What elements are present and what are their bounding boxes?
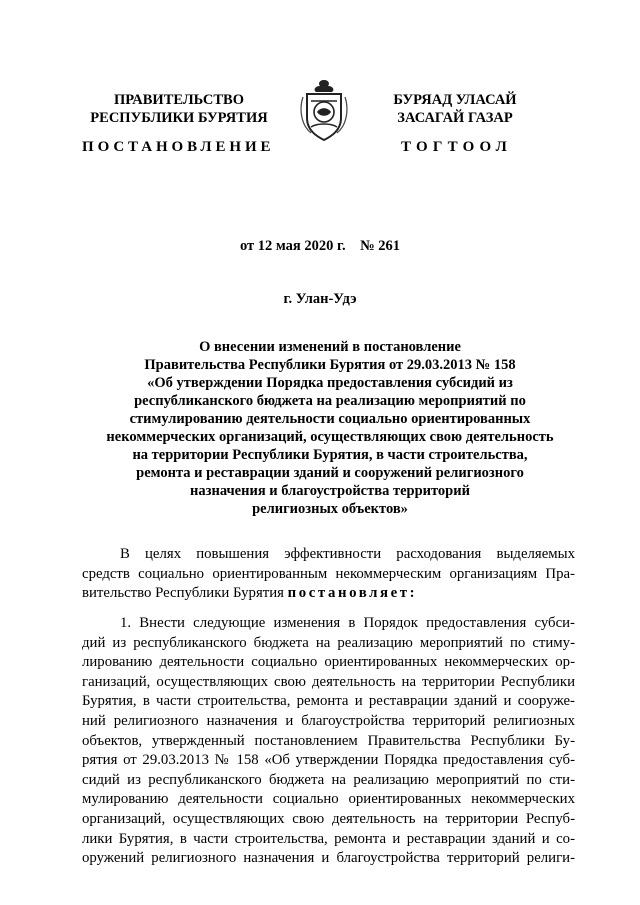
paragraph-line: лики Бурятия, в части строительства, ремонта и реставрации зданий и со- <box>82 830 575 847</box>
title-line: «Об утверждении Порядка предоставления субсидий из <box>147 375 513 391</box>
city: г. Улан-Удэ <box>283 291 357 307</box>
paragraph-line: рятия от 29.03.2013 № 158 «Об утверждении Порядка предоставления суб- <box>82 752 575 769</box>
issuer-name-buryat <box>375 91 535 127</box>
date-and-number: от 12 мая 2020 г. № 261 <box>239 238 401 254</box>
title-line: назначения и благоустройства территорий <box>190 483 470 499</box>
paragraph-line <box>82 584 575 604</box>
paragraph-line: лированию деятельности социально ориентированных некоммерческих ор- <box>82 654 575 671</box>
paragraph-line: оружений религиозного назначения и благоустройства территорий религи- <box>82 850 575 867</box>
issuer-line-2: РЕСПУБЛИКИ БУРЯТИЯ <box>90 110 268 126</box>
issuer-buryat-line-1: БУРЯАД УЛАСАЙ <box>393 92 517 108</box>
title-line: Правительства Республики Бурятия от 29.03.2013 № 158 <box>144 357 516 373</box>
document-title <box>80 338 580 518</box>
title-line: О внесении изменений в постановление <box>199 339 461 355</box>
paragraph-line: 1. Внести следующие изменения в Порядок предоставления субси- <box>120 615 575 631</box>
paragraph-line: организаций, осуществляющих свою деятельность на территории Респуб- <box>82 810 575 827</box>
item-1-paragraph <box>82 614 575 869</box>
title-line: республиканского бюджета на реализацию мероприятий по <box>134 393 526 409</box>
title-line: некоммерческих организаций, осуществляющих свою деятельность <box>106 429 554 445</box>
issuer-name-russian <box>84 91 274 127</box>
paragraph-line: сидий из республиканского бюджета на реализацию мероприятий по сти- <box>82 771 575 788</box>
title-line: стимулированию деятельности социально ориентированных <box>129 411 531 427</box>
issuer-buryat-line-2: ЗАСАГАЙ ГАЗАР <box>397 110 513 126</box>
decree-word: постановляет: <box>287 585 418 602</box>
title-line: религиозных объектов» <box>252 501 408 517</box>
doc-type-russian: ПОСТАНОВЛЕНИЕ <box>82 139 275 155</box>
paragraph-line: мулированию деятельности социально ориентированных некоммерческих <box>82 791 575 808</box>
issuer-line-1: ПРАВИТЕЛЬСТВО <box>114 92 244 108</box>
paragraph-line: средств социально ориентированным некоммерческим организациям Пра- <box>82 565 575 582</box>
paragraph-line: Бурятия, в части строительства, ремонта и реставрации зданий и сооруже- <box>82 693 575 710</box>
republic-of-buryatia-emblem-icon <box>297 77 351 143</box>
paragraph-line: дий из республиканского бюджета на реализацию мероприятий по стиму- <box>82 634 575 651</box>
title-line: ремонта и реставрации зданий и сооружений религиозного <box>136 465 524 481</box>
doc-type-buryat: ТОГТООЛ <box>401 139 512 155</box>
paragraph-line: В целях повышения эффективности расходования выделяемых <box>120 546 575 562</box>
paragraph-line: ганизаций, осуществляющих свою деятельность на территории Республики <box>82 673 575 690</box>
paragraph-line: объектов, утвержденный постановлением Правительства Республики Бу- <box>82 732 575 749</box>
paragraph-line-text: вительство Республики Бурятия <box>82 585 288 602</box>
title-line: на территории Республики Бурятия, в части строительства, <box>132 447 528 463</box>
preamble-paragraph <box>82 545 575 604</box>
paragraph-line: ний религиозного назначения и благоустройства территорий религиозных <box>82 712 575 729</box>
